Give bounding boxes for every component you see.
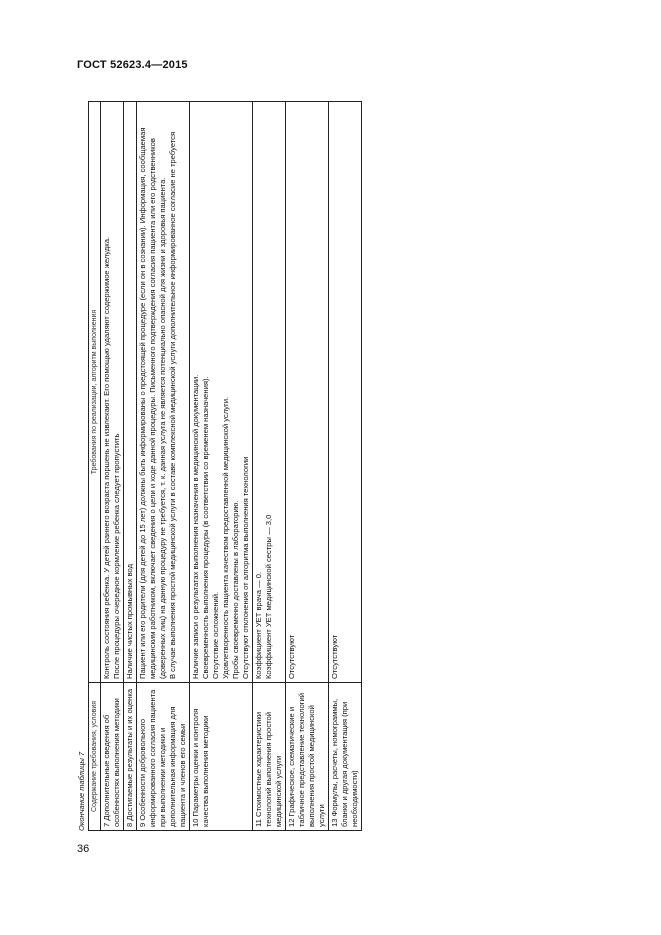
row-requirement <box>124 102 137 683</box>
table-row <box>329 102 362 831</box>
row-condition: 12 Графическое, схематические и табличное представление технологий выполнения простой медицинской услуги <box>286 683 329 831</box>
table-row <box>286 102 329 831</box>
row-condition: 10 Параметры оценки и контроля качества выполнения методики <box>190 683 253 831</box>
row-condition: 9 Особенности добровольного информированного согласия пациента при выполнении методики и дополнительная информация для пациента и членов его семьи <box>137 683 190 831</box>
row-requirement <box>190 102 253 683</box>
requirement-line: Наличие записи о результатах выполнения назначения в медицинской документации. <box>191 374 200 679</box>
table-caption: Окончание таблицы 7 <box>77 751 86 831</box>
page-number: 36 <box>77 843 90 855</box>
row-condition: 8 Достигаемые результаты и их оценка <box>124 683 137 831</box>
document-header: ГОСТ 52623.4—2015 <box>77 59 188 71</box>
row-requirement <box>137 102 190 683</box>
requirement-line: Отсутствуют отклонения от алгоритма выполнения технологии <box>241 456 250 679</box>
row-requirement <box>101 102 124 683</box>
row-condition: 11 Стоимостные характеристики технологий выполнения простой медицинской услуги <box>253 683 286 831</box>
requirement-line: Своевременность выполнения процедуры (в соответствии со временем назначения). <box>201 376 210 679</box>
table-row <box>101 102 124 831</box>
requirement-line: Пробы своевременно доставлены в лабораторию. <box>231 500 240 679</box>
requirement-line: В случае выполнения простой медицинской услуги в составе комплексной медицинской услуги дополнительное информированное согласие не требуется <box>168 131 177 679</box>
standard-table <box>88 101 362 831</box>
row-condition: 7 Дополнительные сведения об особенностях выполнения методики <box>101 683 124 831</box>
requirement-line: Отсутствуют <box>287 634 296 679</box>
table-row <box>253 102 286 831</box>
requirement-line: Отсутствуют <box>330 634 339 679</box>
row-requirement <box>286 102 329 683</box>
table-row <box>190 102 253 831</box>
row-requirement <box>329 102 362 683</box>
header-condition: Содержание требования, условия <box>89 683 101 831</box>
requirement-line: После процедуры очередное кормление ребенка следует пропустить <box>112 433 121 679</box>
table-row <box>124 102 137 831</box>
rotated-table-block <box>77 91 407 831</box>
requirement-line: Коэффициент УЕТ медицинской сестры — 3,0 <box>264 514 273 679</box>
requirement-line: Коэффициент УЕТ врача — 0. <box>254 571 263 679</box>
requirement-line: Пациент или его родители (для детей до 15 лет) должны быть информированы о предстоящей процедуре (если он в сознании). Информация, сообщаемая медицинским работником, включает сведения о цели и ходе данной процедуры. Письменного подтверждения согласия пациента или его родственников (доверенных лиц) на данную процедуру не требуется, т. к. данная услуга не является потенциально опасной для жизни и здоровья пациента. <box>138 127 167 679</box>
row-condition: 13 Формулы, расчеты, номограммы, бланки и другая документация (при необходимости) <box>329 683 362 831</box>
row-requirement <box>253 102 286 683</box>
requirement-line: Контроль состояния ребенка. У детей раннего возраста поршень не извлекают. Его помощью удаляют содержимое желудка. <box>102 236 111 679</box>
requirement-line: Наличие чистых промывных вод <box>125 563 134 679</box>
table-header-row <box>89 102 101 831</box>
header-requirement: Требования по реализации, алгоритм выполнения <box>89 102 101 683</box>
requirement-line: Отсутствие осложнений. <box>211 591 220 679</box>
table-row <box>137 102 190 831</box>
requirement-line: Удовлетворенность пациента качеством предоставленной медицинской услуги. <box>221 396 230 679</box>
